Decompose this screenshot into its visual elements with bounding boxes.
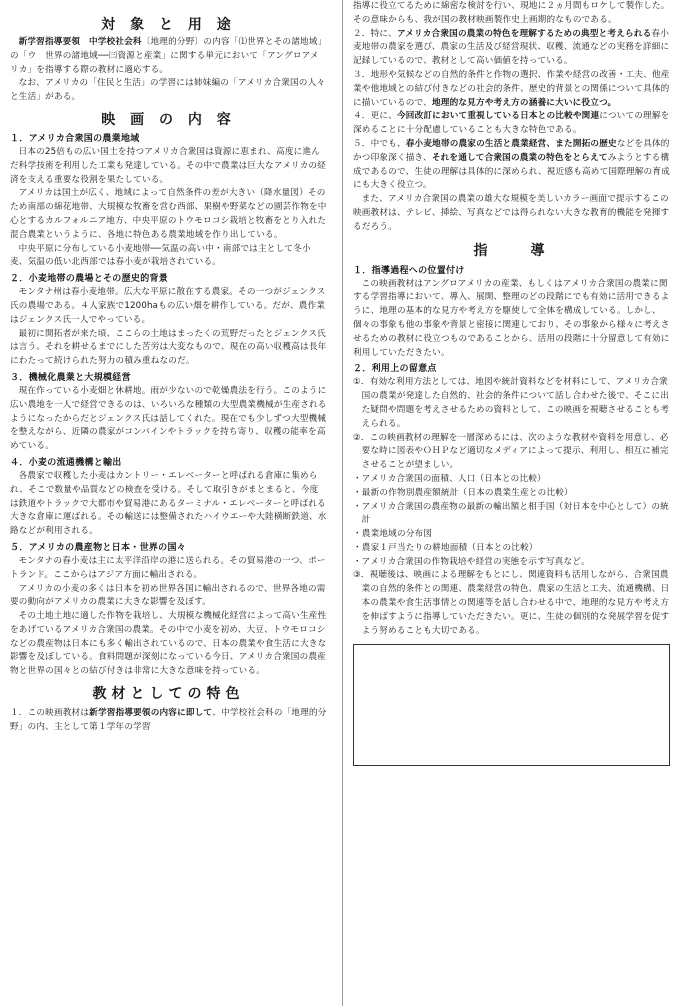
feature-para-5 [353, 138, 670, 193]
feature-2-text: 春小麦地帯の農家を選び、農家の生活及び経営現状、収穫、流通などの実務を詳細に記録しているので、教材として高い価値を持っている。 [353, 28, 670, 67]
content-para-1c: 中央平原に分布している小麦地帯──気温の高い中・南部では主として冬小麦、気温の低い北西部では春小麦が栽培されている。 [10, 243, 311, 268]
target-text: 〔地理的分野〕の内容「⑴世界とその諸地域」の「ウ 世界の諸地域──㈢資源と産業」に関する単元において「アングロアメリカ」を指導する際の教材に適応する。 [10, 37, 327, 75]
feature-para-1 [10, 707, 327, 735]
list-item: ・アメリカ合衆国の面積、人口（日本との比較） [353, 473, 546, 484]
list-item: ・農家１戸当たりの耕地面積（日本との比較） [353, 542, 538, 553]
content-heading-1: １．アメリカ合衆国の農業地域 [10, 133, 140, 144]
feature-2-bold: アメリカ合衆国の農業の特色を理解するための典型と考えられる [396, 28, 652, 39]
content-heading-5: ５．アメリカの農産物と日本・世界の国々 [10, 542, 187, 553]
content-para-1a: 日本の25倍もの広い国土を持つアメリカ合衆国は資源に恵まれ、高度に進んだ科学技術を利用した工業も発達している。その中で農業は巨大なアメリカの経済を支える重要な役割を果たしている。 [10, 146, 326, 185]
section-title-guidance: 指 導 [473, 242, 550, 259]
guidance-point-3: ③．視聴後は、映画による理解をもとにし、関連資料も活用しながら、合衆国農業の自然的条件との関連、農業経営の特色、農家の生活と工夫、流通機構、日本の農業や食生活事情との関連等を話し合わせる中で、地理的な見方や考え方を伸ばすように指導していただきたい。更に、生徒の個別的な発展学習を促すよう努めることも大切である。 [353, 570, 670, 636]
content-para-5c: その土地土地に適した作物を栽培し、大規模な機械化経営によって高い生産性をあげているアメリカ合衆国の農業。その中で小麦を初め、大豆、トウモロコシなどの農産物は日本にも多く輸出されているので、日本の農業や食生活に大きな影響を及ぼしている。食料問題が深刻になっている今日、アメリカ合衆国の農産物と世界の国々との結び付きは非常に大きな意味を持っている。 [10, 611, 327, 677]
content-heading-2: ２．小麦地帯の農場とその歴史的背景 [10, 274, 169, 285]
feature-3-bold: 地理的な見方や考え方の涵養に大いに役立つ。 [431, 97, 617, 108]
blank-box [353, 644, 670, 766]
section-title-features: 教材としての特色 [92, 686, 245, 703]
target-bold-label: 新学習指導要領 中学校社会科 [18, 37, 142, 47]
list-item: ・アメリカ合衆国の農産物の最新の輸出額と相手国（対日本を中心として）の統計 [353, 501, 669, 526]
feature-3-text: ３．地形や気候などの自然的条件と作物の選択、作業や経営の改善・工夫、他産業や他地域との結び付きなどの社会的条件、歴史的背景との関係について具体的に描いているので、 [353, 69, 670, 108]
feature-2-lead: ２．特に、 [353, 28, 397, 39]
list-item: ・農業地域の分布図 [353, 529, 433, 540]
feature-5-text-1: などを具体的かつ印象深く描き、 [353, 138, 670, 163]
feature-para-4 [353, 110, 670, 138]
guidance-para-1: この映画教材はアングロアメリカの産業、もしくはアメリカ合衆国の農業に関する学習指導において、導入、展開、整理のどの段階にでも有効に活用できるように、地理の基本的な見方や考え方を駆使して全体を構成している。しかし、個々の事象も他の事象や背景と密接に関連しており、その事象から様々に考えさせるための教材に役立つものであることから、活用の段階に十分留意して有効に利用していただきたい。 [353, 278, 670, 358]
column-divider [342, 0, 343, 1006]
feature-4-text: についての理解を深めることに十分配慮していることも大きな特色である。 [353, 111, 670, 136]
content-para-2b: 最初に開拓者が来た頃、ここらの土地はまったくの荒野だったとジェンクス氏は言う。それを耕せるまでにした苦労は大変なもので、現在の高い収穫高は長年にわたって続けられた努力の積み重ねなのだ。 [10, 328, 327, 367]
guidance-point-1: ①．有効な利用方法としては、地図や統計資料などを材料にして、アメリカ合衆国の農業が発達した自然的、社会的条件について話し合わせた後で、そこに出た疑問や問題を考えさせるための資料として、この映画を視聴させることも考えられる。 [353, 377, 670, 429]
list-item: ・最新の作物別農産額統計（日本の農業生産との比較） [353, 487, 573, 498]
content-heading-4: ４．小麦の流通機構と輸出 [10, 457, 122, 468]
feature-5-bold-2: それを通して合衆国の農業の特色をとらえて [431, 152, 608, 163]
feature-5-bold-1: 春小麦地帯の農家の生活と農業経営、また開拓の歴史 [405, 138, 617, 149]
feature-5-lead: ５．中でも、 [353, 138, 406, 149]
feature-5-text-2: みようとする構成であるので、生徒の理解は具体的に深められ、視近感も高めて国際理解の育成にも大きく役立つ。 [353, 152, 670, 191]
right-column [353, 0, 670, 1006]
list-item: ・アメリカ合衆国の作物栽培や経営の実態を示す写真など。 [353, 556, 590, 567]
feature-4-bold: 今回改訂において重視している日本との比較や関連 [396, 111, 600, 122]
guidance-heading-1: １．指導過程への位置付け [353, 265, 465, 276]
content-para-5b: アメリカの小麦の多くは日本を初め世界各国に輸出されるので、世界各地の需要の動向がアメリカの農業に大きな影響を及ぼす。 [10, 583, 326, 608]
section-title-content: 映 画 の 内 容 [101, 111, 236, 128]
feature-1-lead: １．この映画教材は [10, 708, 90, 719]
content-para-5a: モンタナの春小麦は主に太平洋沿岸の港に送られる。その貿易港の一つ、ポートランド。ここからはアジア方面に輸出される。 [10, 555, 326, 580]
feature-para-3 [353, 69, 670, 110]
target-note: なお、アメリカの「住民と生活」の学習には姉妹編の「アメリカ合衆国の人々と生活」がある。 [10, 78, 326, 103]
feature-1-bold: 新学習指導要領の内容に即して [89, 708, 213, 719]
content-heading-3: ３．機械化農業と大規模経営 [10, 372, 131, 383]
feature-1-text: 、中学校社会科の「地理的分野」の内、主として第１学年の学習 [10, 708, 327, 732]
feature-4-lead: ４．更に、 [353, 111, 397, 122]
guidance-point-2: ②．この映画教材の理解を一層深めるには、次のような教材や資料を用意し、必要な時に図表やＯＨＰなど適切なメディアによって提示、利用し、相互に補完させることが望ましい。 [353, 432, 669, 471]
feature-1-continued: 指導に役立てるために綿密な検討を行い、現地に２ヵ月間もロケして製作した。その意味からも、我が国の教材映画製作史上画期的なものである。 [353, 1, 670, 25]
section-title-target: 対 象 と 用 途 [101, 17, 236, 33]
content-para-4a: 各農家で収穫した小麦はカントリー・エレベーターと呼ばれる倉庫に集められ、そこで数量や品質などの検査を受ける。そして取引きがまとまると、今度は鉄道やトラックで大都市や貿易港にあるターミナル・エレベーターと呼ばれる大きな倉庫に運ばれる。その輸送には整備されたハイウエーや大陸横断鉄道、水路などが利用される。 [10, 470, 327, 537]
guidance-heading-2: ２．利用上の留意点 [353, 364, 437, 375]
content-para-3a: 現在作っている小麦畑と休耕地。雨が少ないので乾燥農法を行う。このように広い農地を一人で経営できるのは、いろいろな種類の大型農業機械が生産されるようになったからだとジェンクス氏は話してくれた。現在でも少しずつ大型機械を整えながら、近隣の農家がコンバインやトラックを持ち寄り、収穫の能率を高めている。 [10, 385, 327, 452]
feature-para-2 [353, 28, 670, 69]
left-column [10, 0, 327, 1006]
feature-para-6: また、アメリカ合衆国の農業の雄大な規模を美しいカラー画面で提示するこの映画教材は、テレビ、挿絵、写真などでは得られない大きな教育的機能を発揮するだろう。 [353, 194, 670, 232]
content-para-1b: アメリカは国土が広く、地域によって自然条件の差が大きい（降水量図）そのため南部の綿花地帯、大規模な牧畜を営む西部、果樹や野菜などの園芸作物を中心とするカルフォルニア地方、中央平原のトウモロコシ栽培と牧畜をとり入れた混合農業というように、各地に特色ある農業地域を作り出している。 [10, 188, 327, 240]
content-para-2a: モンタナ州は春小麦地帯。広大な平原に散在する農家。その一つがジェンクス氏の農場である。４人家族で1200haもの広い畑を耕作している。だが、農作業はジェンクス氏一人でやっている。 [10, 287, 326, 325]
target-paragraph [10, 36, 327, 77]
